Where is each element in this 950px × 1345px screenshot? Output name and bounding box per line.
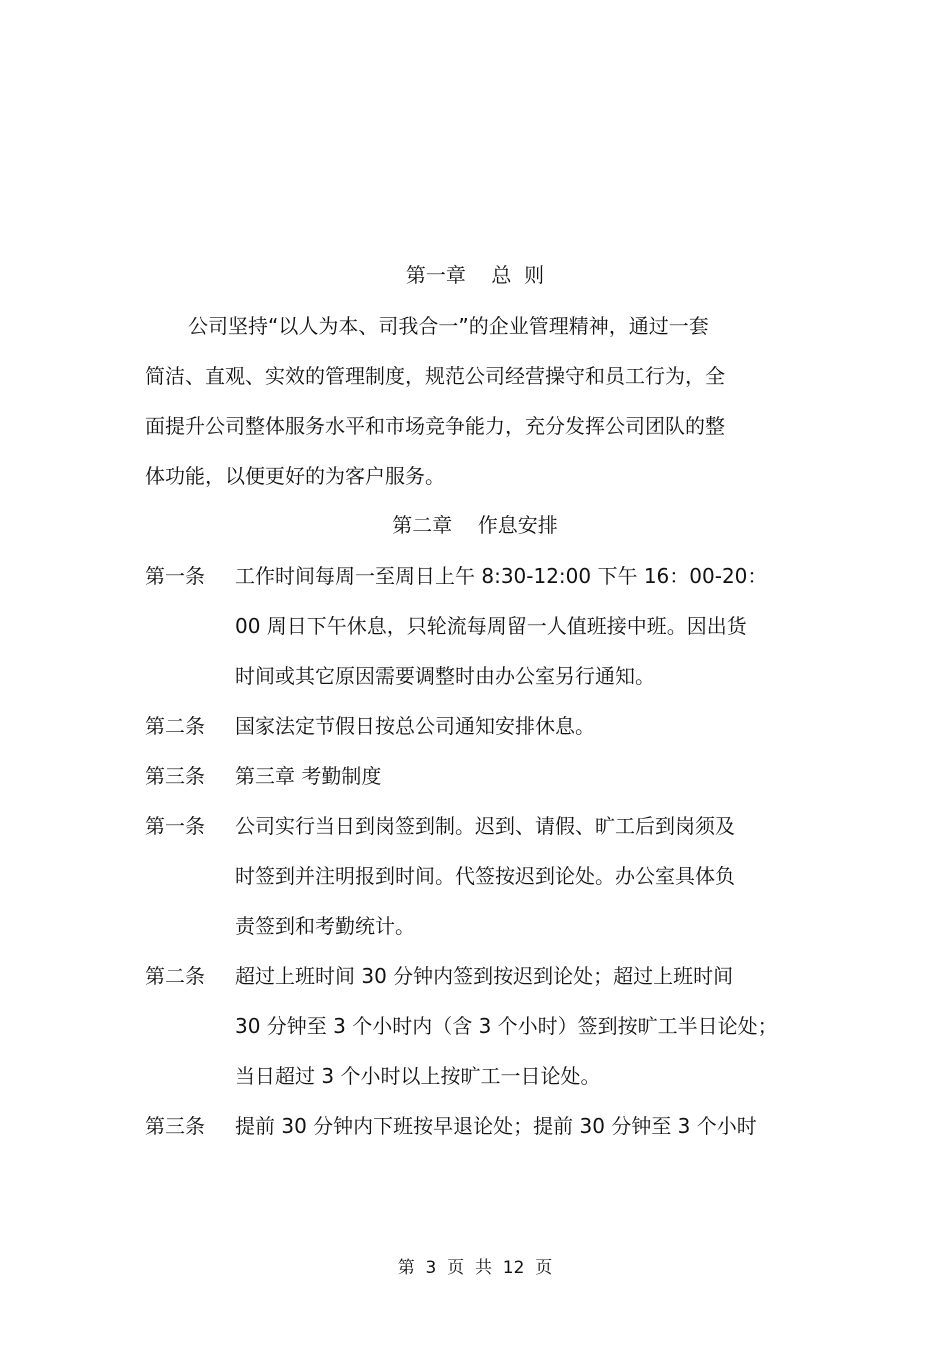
chapter-1-title: 第一章 总 则	[405, 263, 545, 287]
article-line: 工作时间每周一至周日上午 8:30-12:00 下午 16：00-20：	[235, 564, 768, 588]
article-label: 第三条	[145, 764, 205, 788]
paragraph-line: 体功能，以便更好的为客户服务。	[145, 464, 445, 488]
chapter-2-title: 第二章 作息安排	[392, 513, 558, 537]
article-line: 国家法定节假日按总公司通知安排休息。	[235, 714, 595, 738]
article-label: 第二条	[145, 714, 205, 738]
chapter-3-title: 第三章 考勤制度	[235, 764, 382, 788]
article-line: 30 分钟至 3 个小时内（含 3 个小时）签到按旷工半日论处；	[235, 1014, 778, 1038]
article-label: 第一条	[145, 564, 205, 588]
article-line: 当日超过 3 个小时以上按旷工一日论处。	[235, 1064, 601, 1088]
paragraph-line: 简洁、直观、实效的管理制度，规范公司经营操守和员工行为，全	[145, 364, 725, 388]
page-number: 第 3 页 共 12 页	[397, 1258, 553, 1278]
article-line: 责签到和考勤统计。	[235, 914, 415, 938]
article-line: 提前 30 分钟内下班按早退论处；提前 30 分钟至 3 个小时	[235, 1114, 757, 1138]
paragraph-line: 面提升公司整体服务水平和市场竞争能力，充分发挥公司团队的整	[145, 414, 725, 438]
article-line: 超过上班时间 30 分钟内签到按迟到论处；超过上班时间	[235, 964, 734, 988]
article-label: 第二条	[145, 964, 205, 988]
article-line: 公司实行当日到岗签到制。迟到、请假、旷工后到岗须及	[235, 814, 735, 838]
article-label: 第一条	[145, 814, 205, 838]
article-line: 00 周日下午休息，只轮流每周留一人值班接中班。因出货	[235, 614, 747, 638]
article-label: 第三条	[145, 1114, 205, 1138]
paragraph-line: 公司坚持“以人为本、司我合一”的企业管理精神，通过一套	[188, 314, 709, 338]
article-line: 时间或其它原因需要调整时由办公室另行通知。	[235, 664, 655, 688]
article-line: 时签到并注明报到时间。代签按迟到论处。办公室具体负	[235, 864, 735, 888]
